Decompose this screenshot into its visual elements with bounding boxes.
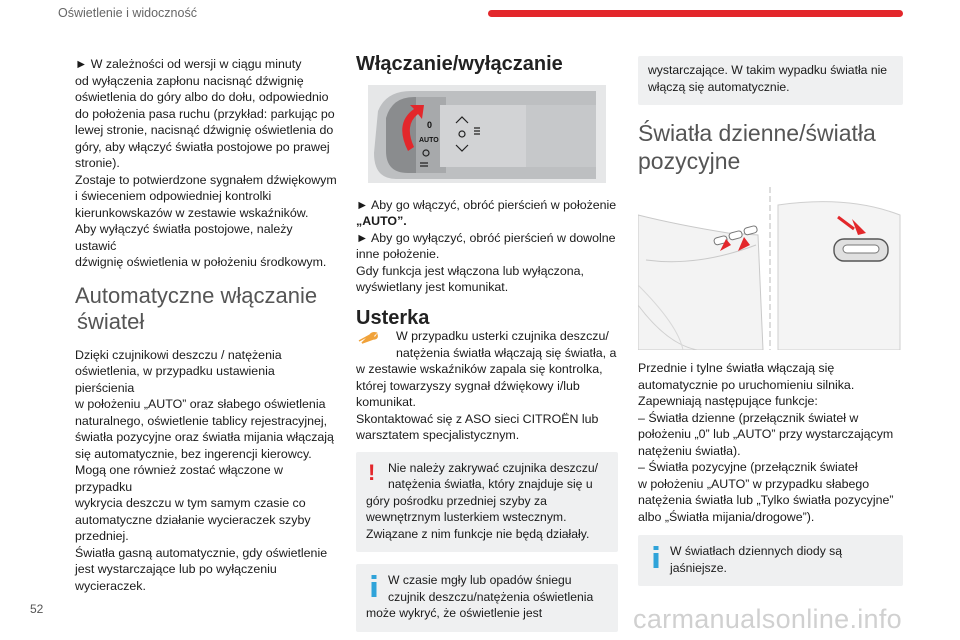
text-line: Skontaktować się z ASO sieci CITROËN lub [356,411,599,426]
text-line: automatycznie po uruchomieniu silnika. [638,377,855,392]
text-line: i świeceniem odpowiedniej kontrolki [75,189,272,203]
info-icon [652,546,660,568]
text-line: Zapewniają następujące funkcje: [638,394,818,408]
text-line: wewnętrznym lusterkiem wstecznym. [366,510,567,524]
heading-line: Światła dzienne/światła [638,120,876,146]
stalk-zero-label: 0 [427,119,433,130]
section-heading-on-off: Włączanie/wyłączanie [356,53,563,75]
text-line: góry, aby włączyć światła postojowe po prawej [75,139,330,154]
stalk-auto-label: AUTO [419,136,439,144]
header-section-title: Oświetlenie i widoczność [58,6,197,20]
text-line: natężeniu światła). [638,443,741,458]
text-line: się automatycznie, bez ingerencji kierowcy. [75,446,312,461]
daytime-lights-paragraph [638,360,903,525]
text-line: przedniej. [75,529,129,543]
text-line: albo „Światła mijania/drogowe”). [638,509,815,524]
text-line: czujnik deszczu/natężenia oświetlenia [388,589,594,604]
wrench-icon [358,332,378,344]
text-line: Aby wyłączyć światła postojowe, należy ustawić [75,222,293,253]
text-line: stronie). [75,156,120,170]
text-line: – Światła pozycyjne (przełącznik świateł [638,460,858,474]
info-note-continued [638,56,903,105]
text-line: światła pozycyjne oraz światła mijania włączają [75,430,334,444]
text-line: ► Aby go włączyć, obróć pierścień w położenie [356,197,617,212]
text-line: Nie należy zakrywać czujnika deszczu/ [388,460,598,475]
text-line: ► Aby go wyłączyć, obróć pierścień w dowolne [356,230,616,245]
text-line: dźwignię oświetlenia w położeniu środkowym. [75,255,327,269]
text-line: wystarczające. W takim wypadku światła nie [648,63,888,77]
text-line: Przednie i tylne światła włączają się [638,361,835,375]
header-accent-bar [488,10,903,17]
text-line: warsztatem specjalistycznym. [356,428,520,442]
fault-paragraph [356,328,618,444]
text-line: inne położenie. [356,247,440,261]
auto-lights-paragraph [75,347,337,595]
text-line: w położeniu „AUTO” w przypadku słabego [638,476,870,491]
text-line: Gdy funkcja jest włączona lub wyłączona, [356,263,584,278]
column-2 [356,53,618,632]
text-line: oświetlenia, w przypadku ustawienia pierścienia [75,364,275,395]
text-line: w położeniu „AUTO” oraz słabego oświetlenia [75,397,326,411]
text-line: wyświetlany jest komunikat. [356,280,509,294]
text-line: ► W zależności od wersji w ciągu minuty [75,57,302,71]
text-line: Dzięki czujnikowi deszczu / natężenia [75,347,282,362]
text-line: wycieraczek. [75,578,146,593]
text-line: – Światła dzienne (przełącznik świateł w [638,410,859,425]
light-stalk-illustration [356,83,618,185]
text-line: jest wystarczające lub po wyłączeniu [75,562,277,576]
text-line: automatyczne działanie wycieraczek szyby [75,512,311,527]
text-line: włączą się automatycznie. [648,79,790,94]
text-line: jaśniejsze. [670,560,727,575]
text-line: Zostaje to potwierdzone sygnałem dźwiękowym [75,172,337,187]
heading-line: Automatyczne włączanie [75,282,318,308]
column-3 [638,56,903,586]
text-line: może wykryć, że oświetlenie jest [366,606,543,620]
text-line: natężenia światła włączają się światła, a [396,345,617,360]
text-line: Związane z nim funkcje nie będą działały. [366,526,590,541]
text-line: Mogą one również zostać włączone w przypadku [75,463,283,494]
text-line: lewej stronie, nacisnąć dźwignię oświetlenia do [75,123,334,137]
text-line: komunikat. [356,395,416,409]
text-line: Światła gasną automatycznie, gdy oświetlenie [75,545,328,560]
text-line: od wyłączenia zapłonu nacisnąć dźwignię [75,73,304,88]
switch-on-instructions [356,197,618,296]
text-line: wykrycia deszczu w tym samym czasie co [75,496,306,510]
text-line: do położenia pasa ruchu (przykład: parkując po [75,106,335,121]
section-heading-daytime-lights [638,119,903,175]
heading-line: świateł [77,308,145,334]
text-line: W przypadku usterki czujnika deszczu/ [396,329,609,343]
info-icon [370,575,378,597]
car-front-lights-illustration [638,185,903,350]
intro-paragraph [75,56,337,271]
text-line: góry pośrodku przedniej szyby za [366,493,547,508]
light-stalk-image [356,83,618,185]
page-number: 52 [30,602,44,616]
info-note-fog [356,564,618,632]
watermark-text: carmanualsonline.info [633,604,902,634]
section-heading-auto-lights [75,283,337,335]
text-line: W światłach dziennych diody są [670,544,843,558]
text-line: natężenia światła, który znajduje się u [388,477,593,491]
text-line: położeniu „0” lub „AUTO” przy wystarczającym [638,427,894,441]
warning-note [356,452,618,553]
text-line: kierunkowskazów w zestawie wskaźników. [75,205,309,220]
text-line: której towarzyszy sygnał dźwiękowy i/lub [356,378,580,393]
section-heading-fault: Usterka [356,306,430,329]
text-line: natężenia światła lub „Tylko światła pozycyjne” [638,493,894,507]
car-front-image [638,185,903,350]
exclamation-icon: ! [368,459,376,485]
text-line: W czasie mgły lub opadów śniegu [388,573,572,587]
auto-position-label: „AUTO”. [356,214,407,228]
info-note-diodes [638,535,903,586]
heading-line: pozycyjne [638,148,741,174]
text-line: w zestawie wskaźników zapala się kontrolka, [356,362,603,376]
text-line: oświetlenia do góry albo do dołu, odpowiednio [75,90,329,104]
column-1 [75,56,337,594]
text-line: naturalnego, oświetlenie tablicy rejestracyjnej, [75,413,328,428]
